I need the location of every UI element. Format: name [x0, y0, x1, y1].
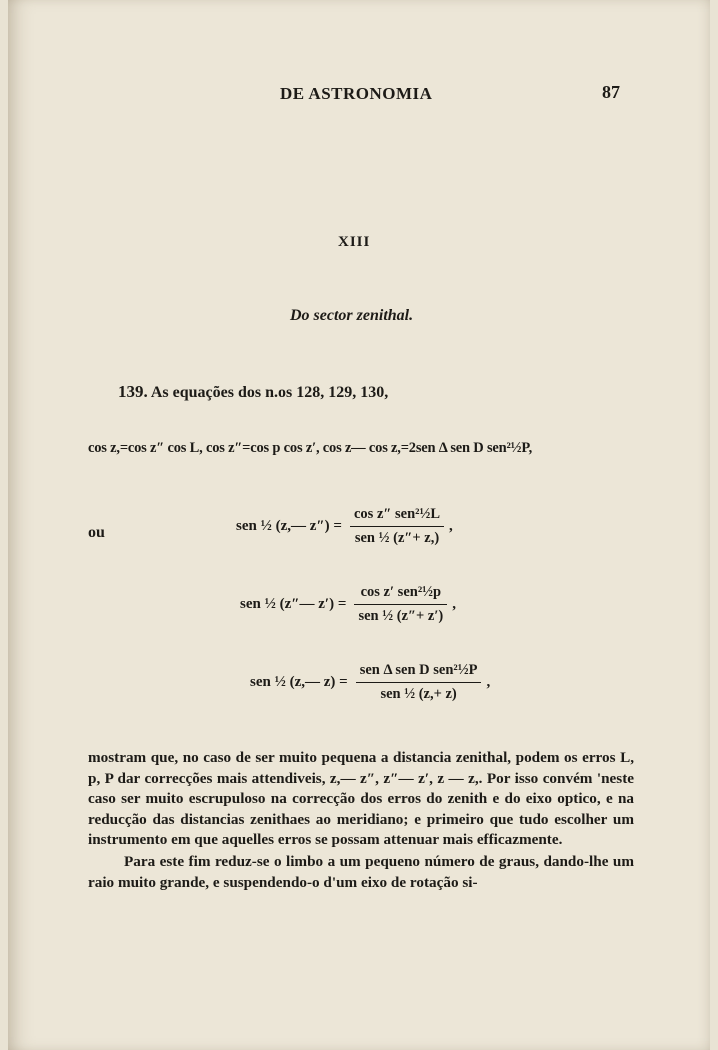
- fraction-denominator: sen ½ (z″+ z′): [358, 608, 444, 624]
- fraction-numerator: sen Δ sen D sen²½P: [359, 662, 478, 678]
- fraction: [354, 584, 447, 625]
- equation-lhs: sen ½ (z,— z) =: [250, 674, 348, 690]
- equation-lhs: sen ½ (z″— z′) =: [240, 596, 347, 612]
- fraction: [356, 662, 482, 703]
- body-text: [88, 748, 634, 893]
- fraction: [350, 506, 444, 547]
- fraction-equation-3: [250, 662, 490, 703]
- fraction-bar: [350, 526, 444, 527]
- fraction-denominator: sen ½ (z″+ z,): [354, 530, 440, 546]
- body-paragraph-2: Para este fim reduz-se o limbo a um pequeno número de graus, dando-lhe um raio muito grande, e suspendendo-o d'um eixo de rotação si-: [88, 852, 634, 891]
- paragraph-number: 139.: [118, 382, 148, 401]
- equation-comma: ,: [449, 518, 453, 534]
- equation-comma: ,: [486, 674, 491, 690]
- page-number: 87: [602, 82, 620, 102]
- fraction-bar: [356, 682, 482, 683]
- section-number: XIII: [338, 234, 371, 250]
- fraction-equation-1: [236, 506, 453, 547]
- paragraph-lead: [118, 382, 388, 402]
- equation-connector-ou: ou: [88, 524, 105, 541]
- book-page: [8, 0, 710, 1050]
- equation-line-1: cos z,=cos z″ cos L, cos z″=cos p cos z′, cos z— cos z,=2sen Δ sen D sen²½P,: [88, 440, 533, 456]
- fraction-numerator: cos z′ sen²½p: [360, 584, 442, 600]
- equation-lhs: sen ½ (z,— z″) =: [236, 518, 342, 534]
- fraction-equation-2: [240, 584, 456, 625]
- running-header-title: DE ASTRONOMIA: [280, 84, 433, 103]
- body-paragraph-1: mostram que, no caso de ser muito pequena a distancia zenithal, podem os erros L, p, P dar correcções mais attendiveis, z,— z″, z″— z′, z — z,. Por isso convém 'neste caso ser muito escrupuloso na correcção dos erros do zenith e do eixo optico, e na reducção das distancias zenithaes ao meridiano; e primeiro que tudo escolher um instrumento em que aquelles erros se possam attenuar mais efficazmente.: [88, 749, 634, 849]
- fraction-numerator: cos z″ sen²½L: [353, 506, 441, 522]
- fraction-denominator: sen ½ (z,+ z): [380, 686, 457, 702]
- section-title: Do sector zenithal.: [290, 307, 414, 324]
- fraction-bar: [354, 604, 447, 605]
- paragraph-lead-text: As equações dos n.os 128, 129, 130,: [150, 384, 389, 401]
- equation-comma: ,: [452, 596, 456, 612]
